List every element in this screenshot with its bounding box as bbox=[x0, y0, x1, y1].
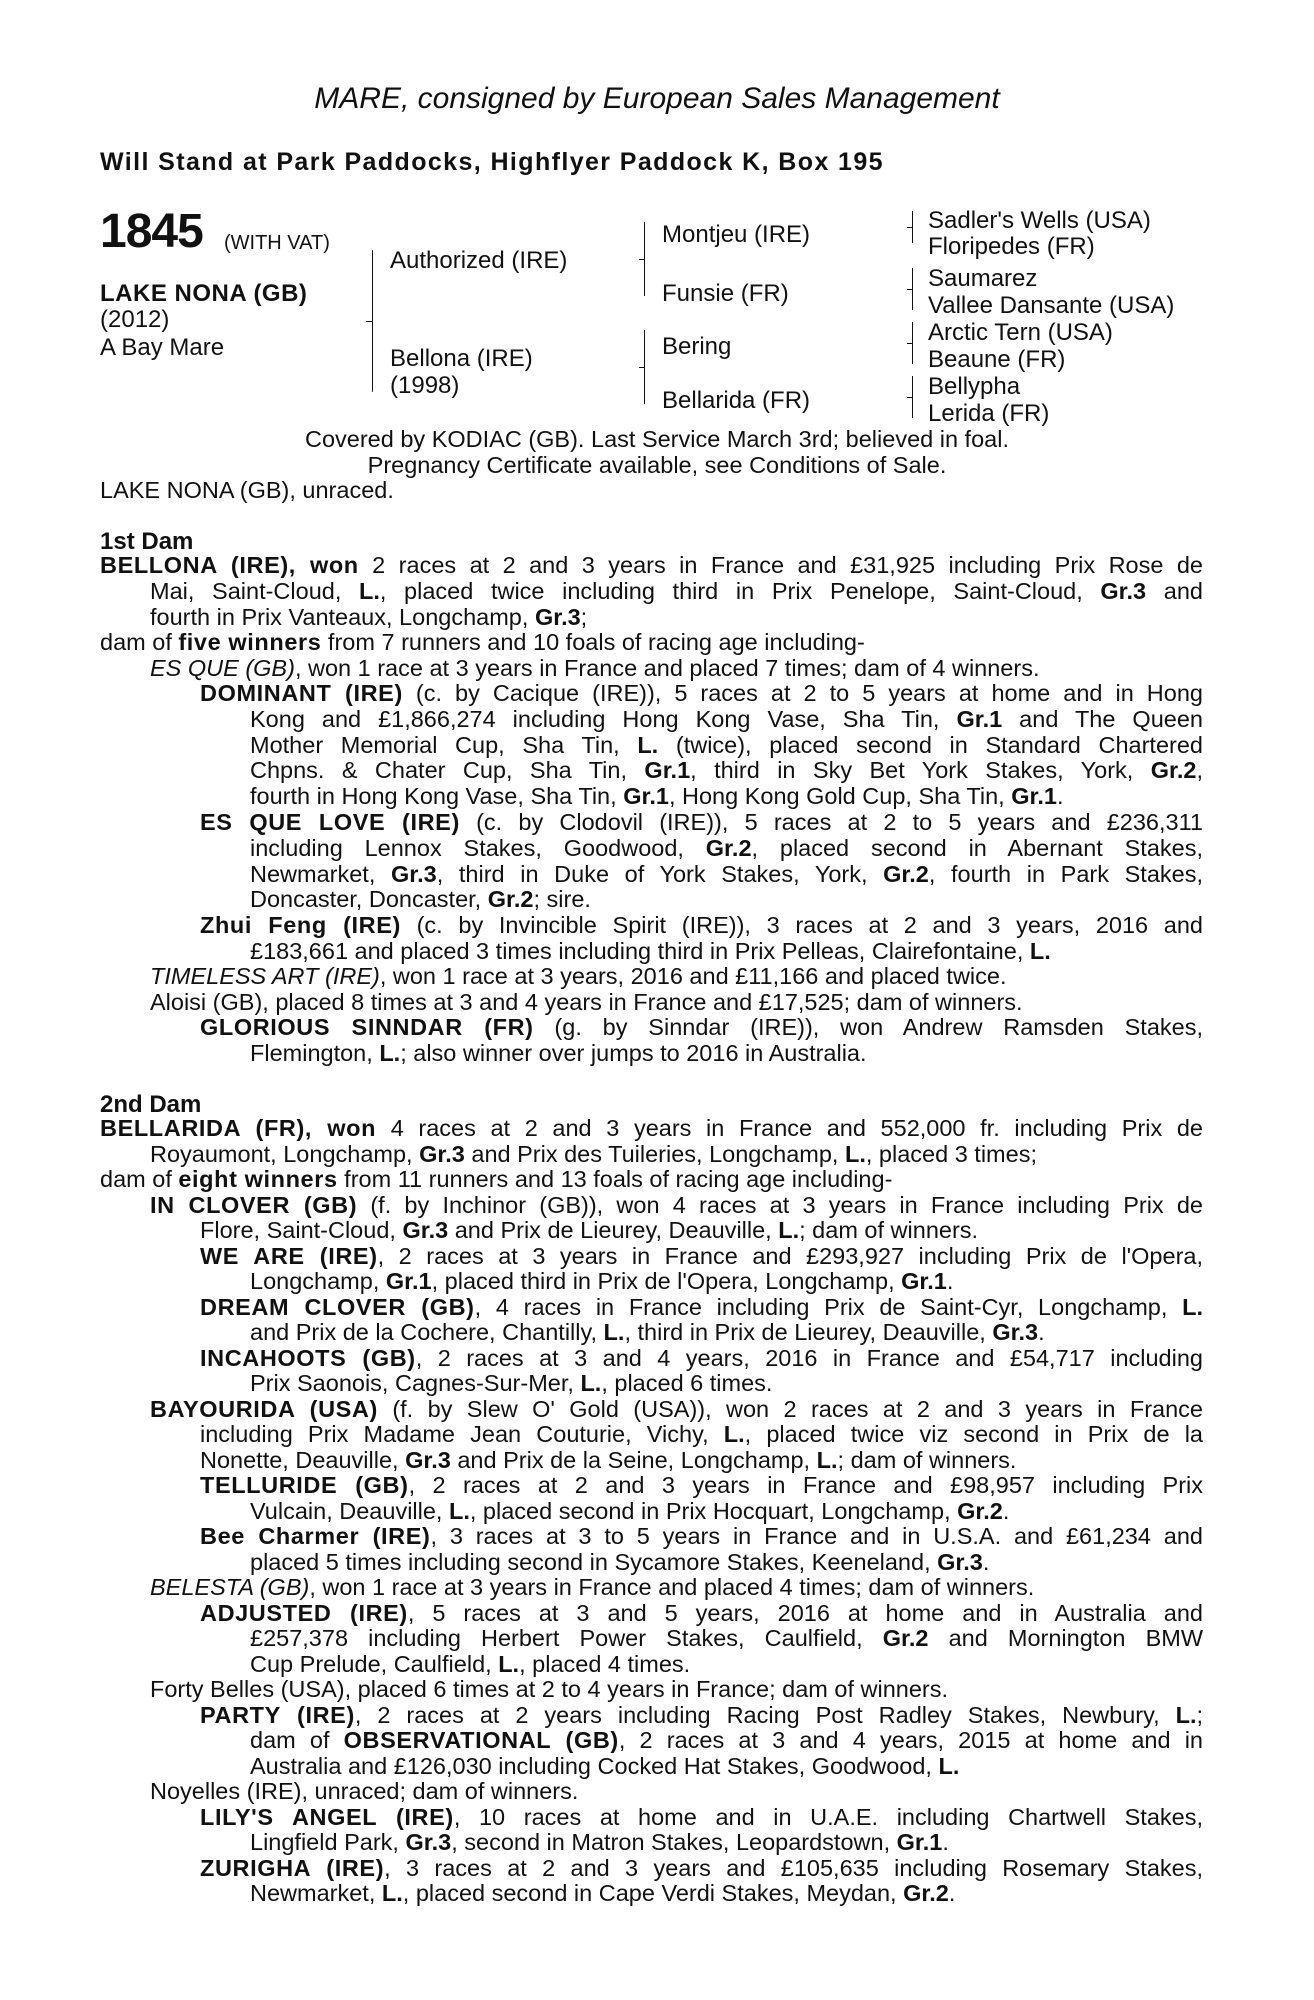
offspring-telluride: TELLURIDE (GB), 2 races at 2 and 3 years in France and £98,957 including Prix bbox=[200, 1472, 1204, 1498]
offspring-bayourida: BAYOURIDA (USA) (f. by Slew O' Gold (USA)), won 2 races at 2 and 3 years in France bbox=[150, 1396, 1203, 1422]
pedigree-sire-dam: Funsie (FR) bbox=[662, 280, 789, 307]
offspring-bee-charmer-cont: placed 5 times including second in Sycamore Stakes, Keeneland, Gr.3. bbox=[250, 1549, 990, 1575]
pedigree-dds: Bellypha bbox=[928, 373, 1021, 400]
offspring-timeless-art: TIMELESS ART (IRE), won 1 race at 3 years, 2016 and £11,166 and placed twice. bbox=[150, 963, 1007, 989]
pedigree-dam-year: (1998) bbox=[390, 372, 460, 399]
pedigree-ddd: Lerida (FR) bbox=[928, 400, 1050, 427]
offspring-incahoots: INCAHOOTS (GB), 2 races at 3 and 4 years, 2016 in France and £54,717 including bbox=[200, 1345, 1203, 1371]
horse-description: A Bay Mare bbox=[100, 334, 225, 361]
offspring-bee-charmer: Bee Charmer (IRE), 3 races at 3 to 5 years in France and in U.S.A. and £61,234 and bbox=[200, 1523, 1203, 1549]
offspring-bayourida-cont: including Prix Madame Jean Couturie, Vichy, L., placed twice viz second in Prix de la Nonette, Deauville, Gr.3 and Prix de la Seine, Longchamp, L.; dam of winners. bbox=[200, 1421, 1203, 1473]
pedigree-dam-sire: Bering bbox=[662, 333, 732, 360]
offspring-adjusted-cont: £257,378 including Herbert Power Stakes, Caulfield, Gr.2 and Mornington BMW Cup Prelude, Caulfield, L., placed 4 times. bbox=[250, 1625, 1203, 1677]
second-dam-heading: 2nd Dam bbox=[100, 1091, 202, 1118]
pregnancy-note: Pregnancy Certificate available, see Conditions of Sale. bbox=[367, 452, 947, 478]
horse-name: LAKE NONA (GB) bbox=[100, 280, 308, 307]
offspring-party: PARTY (IRE), 2 races at 2 years including Racing Post Radley Stakes, Newbury, L.; bbox=[200, 1702, 1204, 1728]
offspring-zhui-feng: Zhui Feng (IRE) (c. by Invincible Spirit (IRE)), 3 races at 2 and 3 years, 2016 and bbox=[200, 912, 1203, 938]
first-dam-heading: 1st Dam bbox=[100, 528, 194, 555]
pedigree-sire: Authorized (IRE) bbox=[390, 247, 568, 274]
offspring-we-are: WE ARE (IRE), 2 races at 3 years in France and £293,927 including Prix de l'Opera, bbox=[200, 1243, 1203, 1269]
offspring-in-clover: IN CLOVER (GB) (f. by Inchinor (GB)), won 4 races at 3 years in France including Prix de bbox=[150, 1192, 1203, 1218]
offspring-noyelles: Noyelles (IRE), unraced; dam of winners. bbox=[150, 1778, 579, 1804]
pedigree-brace bbox=[372, 250, 373, 392]
offspring-dominant-cont: Kong and £1,866,274 including Hong Kong Vase, Sha Tin, Gr.1 and The Queen Mother Memorial Cup, Sha Tin, L. (twice), placed second in Standard Chartered Chpns. & Chater Cup, Sha Tin, Gr.1, third in Sky Bet York Stakes, York, Gr.2, fourth in Hong Kong Vase, Sha Tin, Gr.1, Hong Kong Gold Cup, Sha Tin, Gr.1. bbox=[250, 706, 1203, 809]
vat-note: (WITH VAT) bbox=[224, 232, 330, 254]
pedigree-dsd: Beaune (FR) bbox=[928, 346, 1066, 373]
offspring-adjusted: ADJUSTED (IRE), 5 races at 3 and 5 years, 2016 at home and in Australia and bbox=[200, 1600, 1203, 1626]
second-dam-record-cont: Royaumont, Longchamp, Gr.3 and Prix des Tuileries, Longchamp, L., placed 3 times; bbox=[150, 1141, 1037, 1167]
pedigree-dam-dam: Bellarida (FR) bbox=[662, 387, 811, 414]
pedigree-brace bbox=[912, 322, 922, 364]
stand-location: Will Stand at Park Paddocks, Highflyer Paddock K, Box 195 bbox=[100, 148, 884, 176]
pedigree-sdd: Vallee Dansante (USA) bbox=[928, 292, 1175, 319]
horse-year: (2012) bbox=[100, 306, 170, 333]
offspring-party-cont: dam of OBSERVATIONAL (GB), 2 races at 3 and 4 years, 2015 at home and in Australia and £126,030 including Cocked Hat Stakes, Goodwood, L. bbox=[250, 1727, 1203, 1779]
pedigree-sss: Sadler's Wells (USA) bbox=[928, 207, 1151, 234]
offspring-dominant: DOMINANT (IRE) (c. by Cacique (IRE)), 5 races at 2 to 5 years at home and in Hong bbox=[200, 680, 1203, 706]
pedigree-brace bbox=[644, 330, 654, 404]
pedigree-brace bbox=[912, 268, 922, 310]
unraced-note: LAKE NONA (GB), unraced. bbox=[100, 477, 394, 503]
first-dam-produce-summary: dam of five winners from 7 runners and 10 foals of racing age including- bbox=[100, 629, 865, 655]
offspring-telluride-cont: Vulcain, Deauville, L., placed second in Prix Hocquart, Longchamp, Gr.2. bbox=[250, 1498, 1010, 1524]
offspring-incahoots-cont: Prix Saonois, Cagnes-Sur-Mer, L., placed 6 times. bbox=[250, 1370, 773, 1396]
offspring-we-are-cont: Longchamp, Gr.1, placed third in Prix de l'Opera, Longchamp, Gr.1. bbox=[250, 1268, 954, 1294]
offspring-es-que: ES QUE (GB), won 1 race at 3 years in France and placed 7 times; dam of 4 winners. bbox=[150, 655, 1040, 681]
offspring-forty-belles: Forty Belles (USA), placed 6 times at 2 to 4 years in France; dam of winners. bbox=[150, 1676, 949, 1702]
pedigree-dss: Arctic Tern (USA) bbox=[928, 319, 1113, 346]
pedigree-dam: Bellona (IRE) bbox=[390, 345, 533, 372]
offspring-aloisi: Aloisi (GB), placed 8 times at 3 and 4 years in France and £17,525; dam of winners. bbox=[150, 989, 1023, 1015]
offspring-lilys-angel-cont: Lingfield Park, Gr.3, second in Matron Stakes, Leopardstown, Gr.1. bbox=[250, 1829, 949, 1855]
second-dam-produce-summary: dam of eight winners from 11 runners and 13 foals of racing age including- bbox=[100, 1166, 893, 1192]
offspring-zhui-feng-cont: £183,661 and placed 3 times including third in Prix Pelleas, Clairefontaine, L. bbox=[250, 938, 1051, 964]
offspring-es-que-love-cont: including Lennox Stakes, Goodwood, Gr.2, placed second in Abernant Stakes, Newmarket, Gr.3, third in Duke of York Stakes, York, Gr.2, fourth in Park Stakes, Doncaster, Doncaster, Gr.2; sire. bbox=[250, 835, 1203, 913]
first-dam-record-cont: Mai, Saint-Cloud, L., placed twice including third in Prix Penelope, Saint-Cloud, Gr.3 and fourth in Prix Vanteaux, Longchamp, Gr.3; bbox=[150, 578, 1203, 630]
pedigree-brace bbox=[912, 211, 922, 243]
offspring-glorious-sinndar: GLORIOUS SINNDAR (FR) (g. by Sinndar (IRE)), won Andrew Ramsden Stakes, bbox=[200, 1014, 1203, 1040]
lot-number: 1845 bbox=[100, 205, 203, 258]
pedigree-ssd: Floripedes (FR) bbox=[928, 233, 1095, 260]
offspring-lilys-angel: LILY'S ANGEL (IRE), 10 races at home and in U.A.E. including Chartwell Stakes, bbox=[200, 1804, 1204, 1830]
offspring-in-clover-cont: Flore, Saint-Cloud, Gr.3 and Prix de Lieurey, Deauville, L.; dam of winners. bbox=[200, 1217, 979, 1243]
offspring-glorious-sinndar-cont: Flemington, L.; also winner over jumps to 2016 in Australia. bbox=[250, 1040, 867, 1066]
second-dam-record: BELLARIDA (FR), won 4 races at 2 and 3 years in France and 552,000 fr. including Prix de bbox=[100, 1115, 1203, 1141]
offspring-zurigha-cont: Newmarket, L., placed second in Cape Verdi Stakes, Meydan, Gr.2. bbox=[250, 1880, 956, 1906]
offspring-dream-clover: DREAM CLOVER (GB), 4 races in France including Prix de Saint-Cyr, Longchamp, L. bbox=[200, 1294, 1204, 1320]
offspring-es-que-love: ES QUE LOVE (IRE) (c. by Clodovil (IRE)), 5 races at 2 to 5 years and £236,311 bbox=[200, 809, 1203, 835]
pedigree-sds: Saumarez bbox=[928, 265, 1038, 292]
pedigree-sire-sire: Montjeu (IRE) bbox=[662, 221, 811, 248]
covered-by: Covered by KODIAC (GB). Last Service March 3rd; believed in foal. bbox=[305, 426, 1009, 452]
pedigree-brace bbox=[644, 222, 654, 296]
page-title: MARE, consigned by European Sales Management bbox=[314, 82, 1000, 115]
pedigree-brace bbox=[912, 376, 922, 418]
offspring-zurigha: ZURIGHA (IRE), 3 races at 2 and 3 years and £105,635 including Rosemary Stakes, bbox=[200, 1855, 1203, 1881]
offspring-dream-clover-cont: and Prix de la Cochere, Chantilly, L., third in Prix de Lieurey, Deauville, Gr.3. bbox=[250, 1319, 1045, 1345]
offspring-belesta: BELESTA (GB), won 1 race at 3 years in France and placed 4 times; dam of winners. bbox=[150, 1574, 1035, 1600]
first-dam-record: BELLONA (IRE), won 2 races at 2 and 3 years in France and £31,925 including Prix Rose de bbox=[100, 552, 1203, 578]
